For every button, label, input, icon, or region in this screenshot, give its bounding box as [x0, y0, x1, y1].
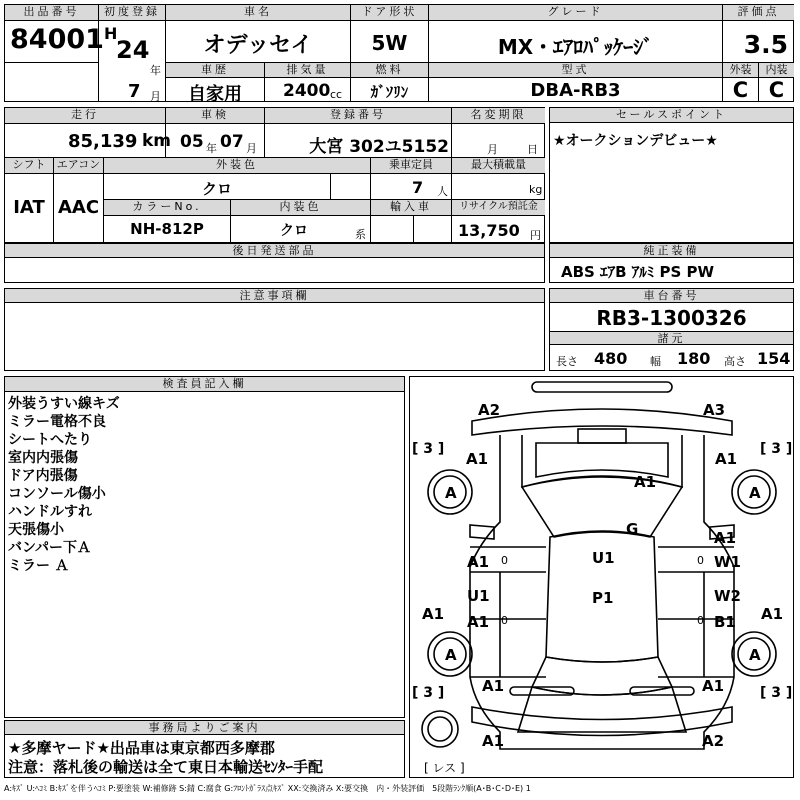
mileage-label: 走行 [5, 108, 165, 123]
model-label: 型式 [429, 63, 722, 77]
small-mark: 0 [501, 614, 508, 627]
damage-side-sill-right: A1 [761, 605, 784, 623]
width: 180 [677, 349, 711, 368]
lot-no-label: 出品番号 [5, 5, 98, 20]
era: H [104, 24, 118, 43]
office-line: ★多摩ヤード★出品車は東京都西多摩郡 [8, 739, 275, 757]
damage-rear-door-left-1: U1 [467, 587, 490, 605]
first-reg-label: 初度登録 [99, 5, 165, 20]
name-change-day: 日 [527, 143, 538, 156]
tire-bracket-rl: [ 3 ] [412, 685, 445, 701]
tire-bracket-fl: [ 3 ] [412, 441, 445, 457]
sales-point-text: ★オークションデビュー★ [553, 133, 718, 149]
displacement: 2400 [283, 81, 331, 101]
damage-rear-wheel-left: A [445, 646, 457, 664]
history-label: 車歴 [166, 63, 264, 77]
sales-point-box [549, 107, 794, 243]
damage-front-door-right-1: A1 [714, 529, 737, 547]
recycle-label: リサイクル預託金 [452, 200, 545, 215]
mileage-unit: km [142, 131, 172, 151]
damage-roof-rear: P1 [592, 589, 614, 607]
recycle: 13,750 [458, 221, 520, 240]
small-mark: 0 [501, 554, 508, 567]
equipment-label: 純正装備 [550, 244, 793, 258]
car-diagram [409, 376, 794, 778]
history: 自家用 [188, 84, 242, 105]
ac-label: エアコン [54, 158, 103, 173]
capacity: 7 [412, 178, 424, 197]
name-change-label: 名変期限 [452, 108, 545, 123]
damage-front-wheel-right: A [749, 484, 761, 502]
car-name-label: 車名 [166, 5, 350, 20]
width-label: 幅 [650, 355, 661, 368]
inspector-note: 室内内張傷 [8, 450, 78, 466]
damage-roof: U1 [592, 549, 615, 567]
year-unit: 年 [150, 64, 161, 77]
year: 24 [116, 36, 150, 64]
displacement-label: 排気量 [265, 63, 350, 77]
damage-hood: A1 [634, 473, 657, 491]
specs-label: 諸元 [550, 331, 793, 345]
lot-no: 84001 [10, 24, 104, 55]
height-label: 高さ [724, 355, 746, 368]
damage-rear-door-right-1: W2 [714, 587, 741, 605]
model: DBA-RB3 [530, 80, 621, 101]
car-name: オデッセイ [203, 33, 313, 58]
damage-front-bumper-right: A3 [703, 401, 726, 419]
color: クロ [201, 180, 232, 198]
length: 480 [594, 349, 628, 368]
legend: A:ｷｽﾞ U:ﾍｺﾐ B:ｷｽﾞを伴うﾍｺﾐ P:要塗装 W:補修跡 S:錆 C:腐食 G:ﾌﾛﾝﾄｶﾞﾗｽ点ｷｽﾞ XX:交換済み X:要交換 内・外装評価 5段階ﾗﾝｸ順(A･B･C･D･E) 1 [4, 784, 531, 793]
damage-front-door-left: A1 [467, 553, 490, 571]
inspection-month-unit: 月 [246, 142, 257, 155]
inspector-note: ハンドルすれ [8, 504, 92, 520]
inspector-note: 外装うすい線キズ [8, 396, 120, 412]
equipment-text: ABS ｴｱB ｱﾙﾐ PS PW [561, 263, 715, 281]
inspection-year: 05 [180, 132, 204, 152]
inspection-label: 車検 [166, 108, 264, 123]
inspection-year-unit: 年 [206, 142, 217, 155]
month-unit: 月 [150, 90, 161, 103]
ac: AAC [57, 197, 100, 218]
spare-tire-label: [ レス ] [424, 761, 465, 775]
later-parts-label: 後日発送部品 [5, 244, 544, 258]
chassis-number: RB3-1300326 [596, 306, 747, 330]
int-grade: C [768, 78, 785, 102]
import-label: 輸入車 [371, 200, 451, 215]
damage-rear-fender-right: A1 [702, 677, 725, 695]
damage-front-door-right-2: W1 [714, 553, 741, 571]
inspector-note: シートへたり [8, 432, 92, 448]
score: 3.5 [743, 30, 788, 59]
damage-rear-wheel-right: A [749, 646, 761, 664]
damage-side-sill-left: A1 [422, 605, 445, 623]
damage-front-fender-right: A1 [715, 450, 738, 468]
damage-rear-door-right-2: B1 [714, 613, 736, 631]
damage-windshield: G [626, 520, 639, 538]
interior-color-unit: 系 [355, 228, 366, 241]
tire-bracket-rr: [ 3 ] [760, 685, 793, 701]
reg-no: 大宮 302ユ5152 [309, 137, 449, 157]
fuel: ｶﾞｿﾘﾝ [370, 83, 409, 101]
interior-color: クロ [280, 223, 308, 239]
office-line: 注意：落札後の輸送は全て東日本輸送ｾﾝﾀｰ手配 [8, 758, 324, 776]
grade-label: グレード [429, 5, 722, 20]
inspector-note: ミラー Ａ [8, 558, 69, 574]
damage-front-fender-left: A1 [466, 450, 489, 468]
damage-rear-bumper-left: A1 [482, 732, 505, 750]
length-label: 長さ [556, 355, 578, 368]
office-label: 事務局よりご案内 [5, 721, 404, 735]
int-label: 内装 [759, 63, 794, 77]
damage-front-wheel-left: A [445, 484, 457, 502]
inspector-note: 天張傷小 [8, 522, 64, 538]
color-no-label: カラーNo. [104, 200, 230, 215]
fuel-label: 燃料 [351, 63, 428, 77]
capacity-label: 乗車定員 [371, 158, 451, 173]
ext-grade: C [732, 78, 749, 102]
max-load-unit: kg [529, 183, 543, 196]
interior-color-label: 内装色 [231, 200, 370, 215]
door: 5W [371, 31, 408, 55]
month: 7 [128, 81, 141, 102]
inspector-note: ドア内張傷 [8, 468, 78, 484]
damage-rear-bumper-right: A2 [702, 732, 725, 750]
inspector-note: ミラー電格不良 [8, 414, 106, 430]
damage-rear-fender-left: A1 [482, 677, 505, 695]
shift: IAT [13, 197, 45, 218]
ext-label: 外装 [723, 63, 758, 77]
score-label: 評価点 [723, 5, 794, 20]
car-outline-diagram [410, 377, 793, 777]
tire-bracket-fr: [ 3 ] [760, 441, 793, 457]
grade: MX・ｴｱﾛﾊﾟｯｹｰｼﾞ [497, 35, 654, 59]
displacement-unit: cc [330, 88, 343, 101]
mileage: 85,139 [68, 131, 138, 152]
max-load-label: 最大積載量 [452, 158, 545, 173]
small-mark: 0 [697, 614, 704, 627]
shift-label: シフト [5, 158, 53, 173]
chassis-label: 車台番号 [550, 289, 793, 303]
inspection-month: 07 [220, 132, 244, 152]
height: 154 [757, 349, 791, 368]
inspector-notes [8, 395, 120, 575]
damage-front-bumper-left: A2 [478, 401, 501, 419]
reg-no-label: 登録番号 [265, 108, 451, 123]
door-label: ドア形状 [351, 5, 428, 20]
caution-label: 注意事項欄 [5, 289, 544, 303]
recycle-unit: 円 [530, 229, 541, 242]
color-no: NH-812P [130, 220, 204, 238]
damage-rear-door-left-2: A1 [467, 613, 490, 631]
inspector-label: 検査員記入欄 [5, 377, 404, 392]
inspector-note: バンパー下Ａ [8, 540, 92, 556]
capacity-unit: 人 [437, 185, 448, 198]
color-label: 外装色 [104, 158, 370, 173]
name-change-month: 月 [487, 143, 498, 156]
small-mark: 0 [697, 554, 704, 567]
sales-point-label: セールスポイント [550, 108, 793, 123]
inspector-note: コンソール傷小 [8, 486, 106, 502]
